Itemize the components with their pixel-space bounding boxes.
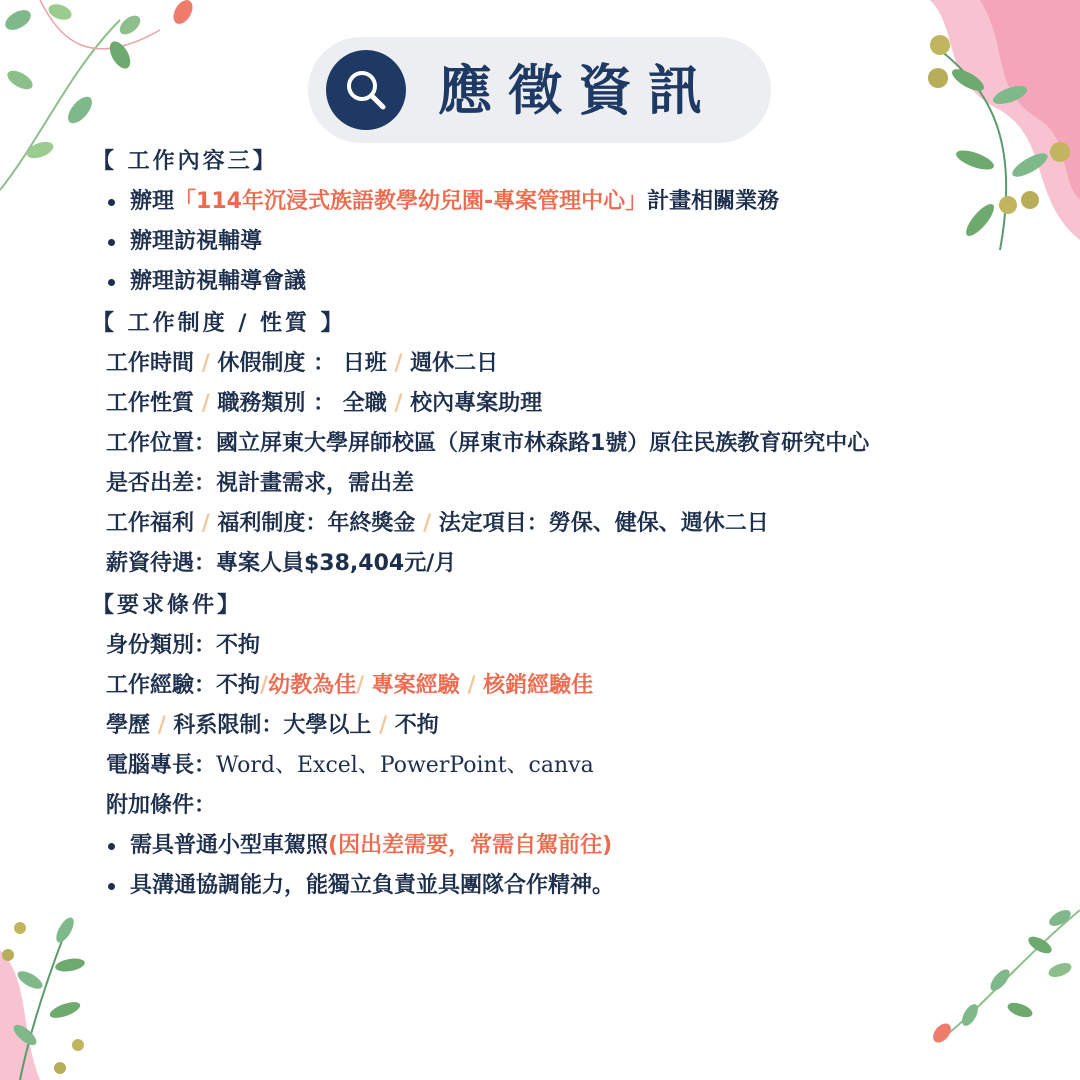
bullet-text: 具溝通協調能力，能獨立負責並具團隊合作精神。 <box>130 873 615 898</box>
page-title: 應徵資訊 <box>438 58 718 122</box>
list-item <box>92 826 1052 866</box>
identity-line: 身份類別：不拘 <box>106 633 261 658</box>
value: 校內專案助理 <box>410 391 543 416</box>
slash-divider: / <box>260 673 269 698</box>
slash-divider: / <box>394 351 411 376</box>
highlight-text: 幼教為佳 <box>268 673 357 698</box>
label: 工作時間 <box>106 351 195 376</box>
separator: ： <box>313 391 336 416</box>
computer-skills-line <box>92 746 1052 786</box>
value: 日班 <box>342 351 387 376</box>
slash-divider: / <box>459 673 484 698</box>
welfare-line <box>92 504 1052 544</box>
experience-line <box>92 666 1052 706</box>
list-item <box>92 222 1052 262</box>
leaf-decoration-bottom-right <box>930 900 1080 1080</box>
job-info-content <box>92 140 1052 906</box>
slash-divider: / <box>201 511 218 536</box>
label: 工作福利 <box>106 511 195 536</box>
salary-line: 薪資待遇：專案人員$38,404元/月 <box>106 551 457 576</box>
business-travel-line: 是否出差：視計畫需求，需出差 <box>106 471 415 496</box>
bullet-text: 辦理訪視輔導會議 <box>130 269 307 294</box>
value: 全職 <box>342 391 387 416</box>
bullet-text: 辦理 <box>130 189 175 214</box>
highlight-text: 核銷經驗佳 <box>483 673 594 698</box>
education-line <box>92 706 1052 746</box>
value: 科系限制：大學以上 <box>173 713 372 738</box>
list-item <box>92 866 1052 906</box>
value: Word、Excel、PowerPoint、canva <box>216 753 594 778</box>
slash-divider: / <box>423 511 439 536</box>
work-hours-line <box>92 344 1052 384</box>
floral-decoration-bottom-left <box>0 910 110 1080</box>
separator: ： <box>313 351 336 376</box>
value: 不拘 <box>394 713 439 738</box>
highlight-text: 「114年沉浸式族語教學幼兒園-專案管理中心」 <box>174 189 648 214</box>
value: 福利制度：年終獎金 <box>217 511 416 536</box>
label: 休假制度 <box>217 351 306 376</box>
slash-divider: / <box>379 713 395 738</box>
label: 電腦專長： <box>106 753 217 778</box>
label: 職務類別 <box>217 391 306 416</box>
section-heading-work-content: 【 工作內容三】 <box>92 148 278 174</box>
bullet-text: 需具普通小型車駕照 <box>130 833 329 858</box>
bullet-text: 計畫相關業務 <box>647 189 780 214</box>
slash-divider: / <box>356 673 372 698</box>
highlight-text: 專案經驗 <box>371 673 460 698</box>
slash-divider: / <box>201 391 218 416</box>
work-nature-line <box>92 384 1052 424</box>
slash-divider: / <box>157 713 174 738</box>
list-item <box>92 262 1052 302</box>
section-heading-system: 【 工作制度 / 性質 】 <box>92 310 346 336</box>
list-item <box>92 182 1052 222</box>
label: 學歷 <box>106 713 151 738</box>
slash-divider: / <box>201 351 218 376</box>
title-icon-circle <box>326 50 406 130</box>
section-heading-requirements: 【要求條件】 <box>92 592 243 618</box>
label: 工作性質 <box>106 391 195 416</box>
additional-conditions-label: 附加條件： <box>106 793 217 818</box>
slash-divider: / <box>394 391 411 416</box>
value: 法定項目：勞保、健保、週休二日 <box>438 511 769 536</box>
highlight-text: (因出差需要，常需自駕前往) <box>328 833 613 858</box>
work-location-line: 工作位置：國立屏東大學屏師校區（屏東市林森路1號）原住民族教育研究中心 <box>106 431 870 456</box>
search-icon <box>326 50 406 130</box>
bullet-text: 辦理訪視輔導 <box>130 229 263 254</box>
title-banner <box>308 37 771 143</box>
label: 工作經驗：不拘 <box>106 673 261 698</box>
value: 週休二日 <box>410 351 499 376</box>
